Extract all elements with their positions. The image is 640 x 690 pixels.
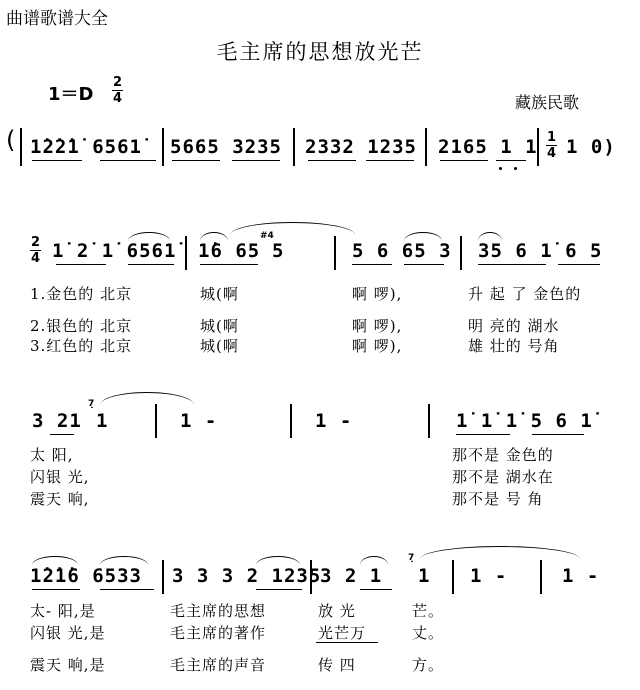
beam bbox=[32, 160, 82, 161]
lyric-v2-d: 明 亮的 湖水 bbox=[468, 317, 560, 335]
intro-measure-2: 5665 3235 bbox=[170, 136, 282, 158]
beam bbox=[56, 264, 106, 265]
time-signature: $\frac{2}{4}$ bbox=[113, 75, 123, 106]
intro-end-time-signature: $\frac{1}{4}$ bbox=[547, 130, 557, 161]
song-origin: 藏族民歌 bbox=[515, 93, 580, 112]
slur bbox=[128, 232, 170, 241]
lyric-v2-line3-d: 丈。 bbox=[412, 624, 445, 642]
beam bbox=[50, 434, 74, 435]
line3-measure-3b: 1 bbox=[418, 565, 431, 587]
underline bbox=[316, 642, 378, 643]
beam bbox=[404, 264, 444, 265]
slur bbox=[100, 556, 148, 565]
lyric-v3-line2-a: 震天 响, bbox=[30, 490, 90, 508]
intro-end-notes: 1 0) bbox=[566, 136, 616, 158]
tie bbox=[100, 392, 194, 405]
beam bbox=[360, 589, 392, 590]
barline bbox=[293, 128, 295, 166]
barline bbox=[428, 404, 430, 438]
lyric-v1-line3-d: 芒。 bbox=[412, 602, 445, 620]
intro-measure-4: 2165 1 1 bbox=[438, 136, 538, 158]
lyric-v3-line2-b: 那不是 号 角 bbox=[452, 490, 544, 508]
lyric-v1-c: 啊 啰), bbox=[352, 285, 403, 303]
slur bbox=[256, 556, 300, 565]
beam bbox=[352, 264, 392, 265]
lyric-v1-line3-a: 太- 阳,是 bbox=[30, 602, 96, 620]
slur bbox=[200, 232, 228, 241]
intro-open-paren: ( bbox=[6, 126, 16, 154]
lyric-v2-a: 2.银色的 北京 bbox=[30, 317, 133, 335]
line2-measure-2: 1 - bbox=[180, 410, 218, 432]
beam bbox=[128, 264, 174, 265]
beam bbox=[496, 160, 526, 161]
lower-octave-dot bbox=[499, 167, 502, 170]
lyric-v2-b: 城(啊 bbox=[200, 317, 239, 335]
beam bbox=[172, 160, 220, 161]
barline bbox=[162, 560, 164, 594]
line3-measure-1: 1̇2̇1̇6 6533 bbox=[30, 565, 142, 587]
lyric-v2-c: 啊 啰), bbox=[352, 317, 403, 335]
lyric-v2-line3-b: 毛主席的著作 bbox=[170, 624, 267, 642]
lyric-v2-line3-a: 闪银 光,是 bbox=[30, 624, 106, 642]
beam bbox=[232, 160, 280, 161]
lyric-v3-b: 城(啊 bbox=[200, 337, 239, 355]
lyric-v1-line3-c: 放 光 bbox=[318, 602, 356, 620]
intro-measure-1: 1̇2̇2̇1̇ 6561̇ bbox=[30, 136, 142, 158]
line2-measure-1: 3 21 bbox=[32, 410, 82, 432]
barline bbox=[290, 404, 292, 438]
barline bbox=[20, 128, 22, 166]
line1-measure-2a: 1̇6 65 bbox=[198, 240, 261, 262]
beam bbox=[308, 160, 356, 161]
line3-measure-4: 1 - bbox=[470, 565, 508, 587]
lyric-v1-line2-b: 那不是 金色的 bbox=[452, 446, 554, 464]
lyric-v3-d: 雄 壮的 号角 bbox=[468, 337, 560, 355]
grace-note: 7̣ bbox=[88, 399, 95, 409]
line1-time-signature: $\frac{2}{4}$ bbox=[31, 235, 41, 266]
barline bbox=[310, 560, 312, 594]
lyric-v3-a: 3.红色的 北京 bbox=[30, 337, 133, 355]
barline bbox=[452, 560, 454, 594]
barline bbox=[425, 128, 427, 166]
beam bbox=[532, 434, 584, 435]
beam bbox=[440, 160, 488, 161]
beam bbox=[558, 264, 600, 265]
slur bbox=[478, 232, 502, 241]
intro-measure-3: 2332 1235 bbox=[305, 136, 417, 158]
line2-measure-4: 1̇ 1̇ 1̇ 5 6 1̇ bbox=[456, 410, 593, 432]
line1-measure-4: 35 6 1̇ 6 5 bbox=[478, 240, 603, 262]
lyric-v1-line2-a: 太 阳, bbox=[30, 446, 74, 464]
key-signature: 1＝D bbox=[48, 84, 94, 105]
lyric-v2-line2-a: 闪银 光, bbox=[30, 468, 90, 486]
lyric-v3-line3-d: 方。 bbox=[412, 656, 445, 674]
lyric-v1-line3-b: 毛主席的思想 bbox=[170, 602, 267, 620]
beam bbox=[366, 160, 414, 161]
line1-measure-2b: 5 bbox=[272, 240, 285, 262]
beam bbox=[478, 264, 546, 265]
beam bbox=[456, 434, 510, 435]
lyric-v3-c: 啊 啰), bbox=[352, 337, 403, 355]
song-title: 毛主席的思想放光芒 bbox=[216, 40, 424, 64]
line3-measure-5: 1 - bbox=[562, 565, 600, 587]
line3-measure-2: 3 3 3 2 1235 bbox=[172, 565, 322, 587]
line2-measure-1b: 1 bbox=[96, 410, 109, 432]
lower-octave-dot bbox=[514, 167, 517, 170]
beam bbox=[200, 264, 258, 265]
lyric-v2-line3-c: 光芒万 bbox=[318, 624, 367, 642]
beam bbox=[32, 589, 80, 590]
beam bbox=[100, 160, 156, 161]
barline bbox=[162, 128, 164, 166]
beam bbox=[256, 589, 302, 590]
barline bbox=[185, 236, 187, 270]
barline bbox=[540, 560, 542, 594]
line1-measure-1: 1̇ 2̇ 1̇ 6561̇ bbox=[52, 240, 177, 262]
lyric-v1-a: 1.金色的 北京 bbox=[30, 285, 133, 303]
slur bbox=[32, 556, 78, 565]
barline bbox=[537, 128, 539, 166]
grace-note: #4 bbox=[260, 231, 274, 241]
barline bbox=[155, 404, 157, 438]
beam bbox=[100, 589, 154, 590]
slur bbox=[360, 556, 388, 565]
lyric-v3-line3-c: 传 四 bbox=[318, 656, 356, 674]
lyric-v1-b: 城(啊 bbox=[200, 285, 239, 303]
tie bbox=[230, 222, 355, 235]
site-label: 曲谱歌谱大全 bbox=[6, 9, 108, 29]
line3-measure-3: 3 2 1 bbox=[320, 565, 383, 587]
barline bbox=[460, 236, 462, 270]
lyric-v3-line3-a: 震天 响,是 bbox=[30, 656, 106, 674]
slur bbox=[404, 232, 442, 241]
lyric-v3-line3-b: 毛主席的声音 bbox=[170, 656, 267, 674]
line2-measure-3: 1 - bbox=[315, 410, 353, 432]
lyric-v2-line2-b: 那不是 湖水在 bbox=[452, 468, 554, 486]
line1-measure-3: 5 6 65 3 bbox=[352, 240, 452, 262]
barline bbox=[334, 236, 336, 270]
tie bbox=[420, 546, 580, 559]
grace-note: 7̣ bbox=[408, 553, 415, 563]
lyric-v1-d: 升 起 了 金色的 bbox=[468, 285, 582, 303]
